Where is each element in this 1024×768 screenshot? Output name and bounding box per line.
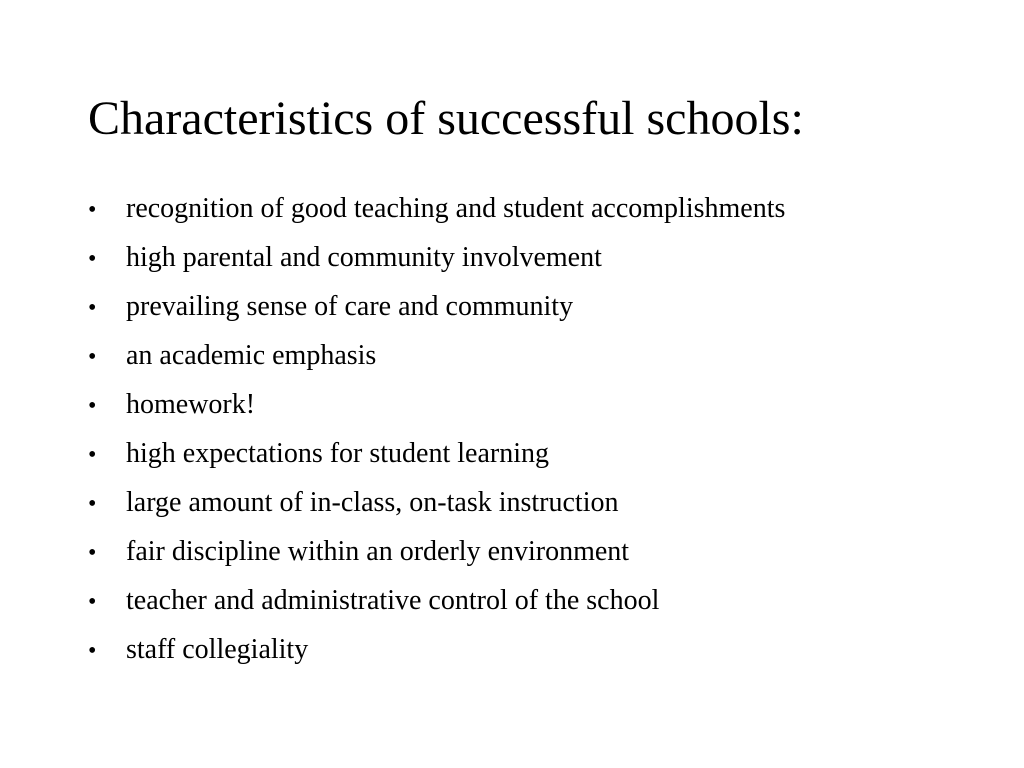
list-item-text: recognition of good teaching and student accomplishments bbox=[126, 193, 786, 224]
slide-title: Characteristics of successful schools: bbox=[88, 92, 804, 145]
bullet-icon: • bbox=[88, 197, 97, 223]
list-item-text: high expectations for student learning bbox=[126, 438, 549, 469]
bullet-icon: • bbox=[88, 246, 97, 272]
bullet-icon: • bbox=[88, 638, 97, 664]
list-item bbox=[88, 282, 785, 331]
list-item-text: teacher and administrative control of the school bbox=[126, 585, 660, 616]
list-item bbox=[88, 184, 785, 233]
list-item bbox=[88, 478, 785, 527]
list-item bbox=[88, 625, 785, 674]
bullet-list bbox=[88, 184, 785, 674]
list-item-text: staff collegiality bbox=[126, 634, 309, 665]
list-item-text: large amount of in-class, on-task instruction bbox=[126, 487, 619, 518]
list-item-text: fair discipline within an orderly environment bbox=[126, 536, 630, 567]
bullet-icon: • bbox=[88, 589, 97, 615]
list-item bbox=[88, 331, 785, 380]
bullet-icon: • bbox=[88, 491, 97, 517]
list-item-text: prevailing sense of care and community bbox=[126, 291, 574, 322]
bullet-icon: • bbox=[88, 442, 97, 468]
bullet-icon: • bbox=[88, 540, 97, 566]
list-item-text: an academic emphasis bbox=[126, 340, 377, 371]
bullet-icon: • bbox=[88, 344, 97, 370]
list-item-text: high parental and community involvement bbox=[126, 242, 602, 273]
list-item-text: homework! bbox=[126, 389, 256, 420]
list-item bbox=[88, 233, 785, 282]
bullet-icon: • bbox=[88, 393, 97, 419]
bullet-icon: • bbox=[88, 295, 97, 321]
list-item bbox=[88, 527, 785, 576]
list-item bbox=[88, 429, 785, 478]
list-item bbox=[88, 380, 785, 429]
list-item bbox=[88, 576, 785, 625]
